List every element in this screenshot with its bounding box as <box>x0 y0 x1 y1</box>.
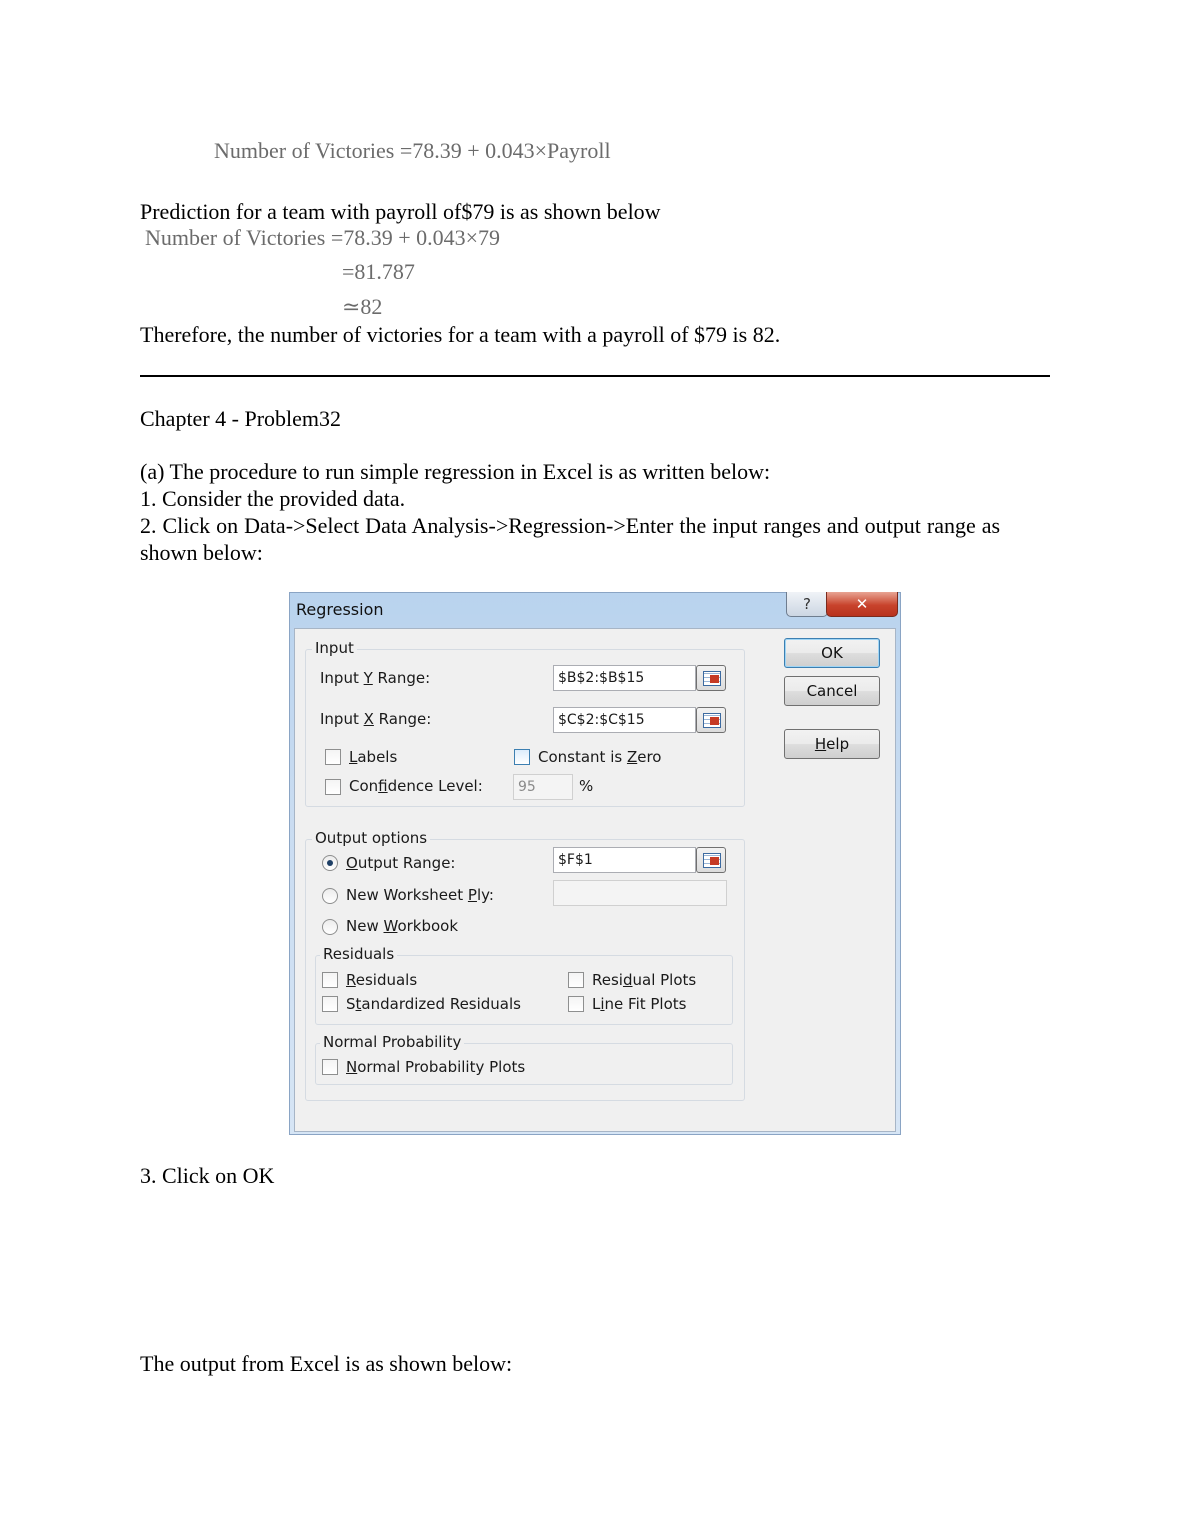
output-range-label: Output Range: <box>346 854 456 872</box>
help-button[interactable]: Help <box>784 729 880 759</box>
residuals-group <box>315 945 733 1025</box>
model-equation: Number of Victories =78.39 + 0.043×Payroll <box>214 138 611 163</box>
output-intro-text: The output from Excel is as shown below: <box>140 1351 513 1376</box>
residual-plots-checkbox[interactable] <box>568 972 584 988</box>
constant-is-zero-checkbox[interactable] <box>514 749 530 765</box>
residuals-checkbox[interactable] <box>322 972 338 988</box>
conclusion-text: Therefore, the number of victories for a team with a payroll of $79 is 82. <box>140 322 781 347</box>
step-2-text-line1: 2. Click on Data->Select Data Analysis->Regression->Enter the input ranges and output range as <box>140 513 1001 538</box>
residual-plots-label: Residual Plots <box>592 971 697 989</box>
prediction-equation-line3: ≃82 <box>342 294 383 319</box>
titlebar-help-button[interactable] <box>786 592 828 617</box>
input-y-range-field[interactable]: $B$2:$B$15 <box>553 665 696 691</box>
labels-label: Labels <box>349 748 398 766</box>
section-divider <box>140 375 1050 377</box>
confidence-level-checkbox[interactable] <box>325 779 341 795</box>
dialog-client-area <box>294 628 896 1132</box>
prediction-equation-line1: Number of Victories =78.39 + 0.043×79 <box>145 225 501 250</box>
input-x-range-field[interactable]: $C$2:$C$15 <box>553 707 696 733</box>
new-workbook-radio[interactable] <box>322 919 338 935</box>
prediction-equation-line2: =81.787 <box>342 259 415 284</box>
chapter-heading: Chapter 4 - Problem32 <box>140 406 342 431</box>
normal-probability-plots-label: Normal Probability Plots <box>346 1058 526 1076</box>
output-range-picker[interactable] <box>696 847 726 873</box>
line-fit-plots-label: Line Fit Plots <box>592 995 687 1013</box>
output-options-label: Output options <box>312 829 430 847</box>
line-fit-plots-checkbox[interactable] <box>568 996 584 1012</box>
new-worksheet-ply-field[interactable] <box>553 880 727 906</box>
new-worksheet-ply-label: New Worksheet Ply: <box>346 886 494 904</box>
input-y-range-picker[interactable] <box>696 665 726 691</box>
titlebar-close-button[interactable] <box>826 592 898 617</box>
input-y-range-label: Input Y Range: <box>320 669 431 687</box>
close-icon: ✕ <box>855 595 869 613</box>
part-a-text: (a) The procedure to run simple regression in Excel is as written below: <box>140 459 771 484</box>
new-workbook-label: New Workbook <box>346 917 459 935</box>
standardized-residuals-checkbox[interactable] <box>322 996 338 1012</box>
input-x-range-label: Input X Range: <box>320 710 432 728</box>
normal-probability-group-label: Normal Probability <box>320 1033 464 1051</box>
confidence-level-field[interactable]: 95 <box>513 774 573 800</box>
input-group-label: Input <box>312 639 357 657</box>
new-worksheet-ply-radio[interactable] <box>322 888 338 904</box>
dialog-titlebar <box>289 592 901 628</box>
step-1-text: 1. Consider the provided data. <box>140 486 406 511</box>
input-x-range-picker[interactable] <box>696 707 726 733</box>
standardized-residuals-label: Standardized Residuals <box>346 995 521 1013</box>
percent-label: % <box>579 777 594 795</box>
step-3-text: 3. Click on OK <box>140 1163 275 1188</box>
ok-button[interactable]: OK <box>784 638 880 668</box>
confidence-level-label: Confidence Level: <box>349 777 483 795</box>
regression-dialog <box>289 592 901 1135</box>
output-range-radio[interactable] <box>322 855 338 871</box>
question-icon: ? <box>803 595 811 613</box>
cancel-button[interactable]: Cancel <box>784 676 880 706</box>
output-range-field[interactable]: $F$1 <box>553 847 696 873</box>
prediction-intro: Prediction for a team with payroll of$79 is as shown below <box>140 199 661 224</box>
residuals-group-label: Residuals <box>320 945 397 963</box>
labels-checkbox[interactable] <box>325 749 341 765</box>
constant-is-zero-label: Constant is Zero <box>538 748 662 766</box>
step-2-text-line2: shown below: <box>140 540 263 565</box>
normal-probability-plots-checkbox[interactable] <box>322 1059 338 1075</box>
residuals-label: Residuals <box>346 971 418 989</box>
dialog-title: Regression <box>296 600 384 619</box>
